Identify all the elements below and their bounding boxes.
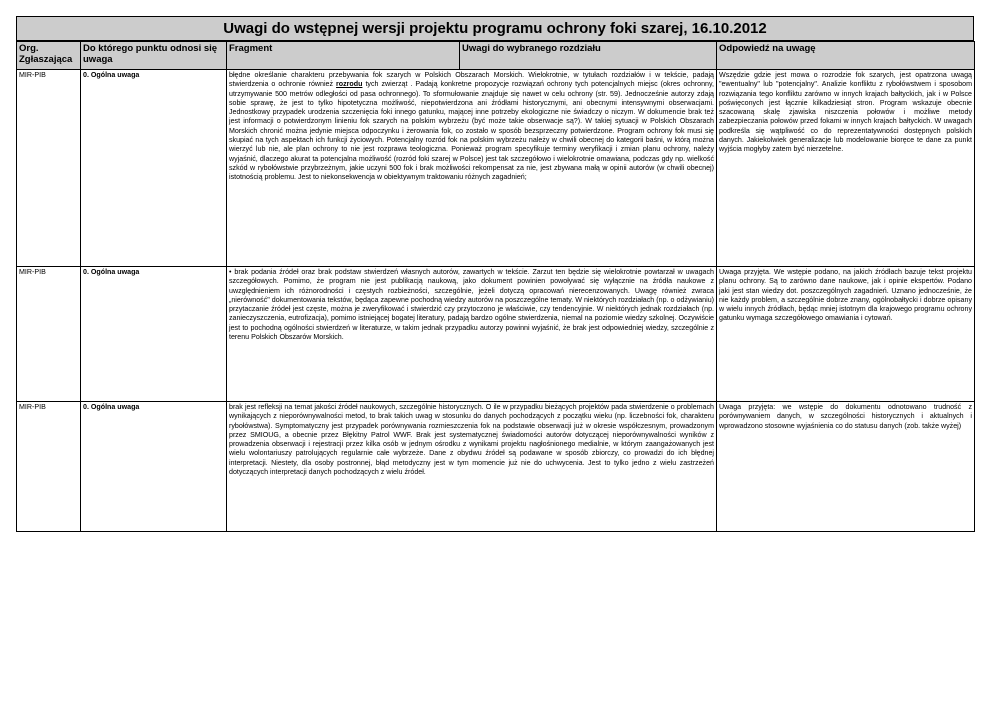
header-section-remarks: Uwagi do wybranego rozdziału <box>460 42 717 70</box>
fragment-cell <box>227 402 717 532</box>
header-point: Do którego punktu odnosi się uwaga <box>81 42 227 70</box>
org-cell: MIR-PIB <box>17 402 81 532</box>
fragment-text: błędne określanie charakteru przebywania fok szarych w Polskich Obszarach Morskich. Wielokrotnie, w tytułach rozdziałów i w tekście, padają stwierdzenia o ochronie również <box>229 71 714 89</box>
fragment-text-cont: tych zwierząt . Padają konkretne propozycje rozwiązań ochrony tych potencjalnych miejsc (okres ochronny, utrzymywanie 500 metrów odległości od pasa ochronnego). To sformułowanie znajduje się nawet w celu ochrony (str. 59). Jednocześnie autorzy zdają sobie sprawę, że jest to tylko hipotetyczna możliwość, niepotwierdzona ani źródłami historycznymi, ani obecnymi intensywnymi obserwacjami. Jednostkowy przypadek urodzenia szczenięcia foki innego gatunku, mającej inne potrzeby ekologiczne nie świadczy o niczym. W dokumencie brak też jest informacji o potwierdzonym linieniu fok szarych na polskim wybrzeżu (być może takie obserwacje są?). W takiej sytuacji w Polskich Obszarach Morskich chronić można jedynie miejsca odpoczynku i żerowania fok, co zostało w sposób bezsprzeczny potwierdzone. Program ochrony fok musi się skupiać na tych aspektach ich funkcji życiowych. Potencjalny rozród fok na polskim wybrzeżu należy w chwili obecnej do kategorii baśni, w którą można wierzyć lub nie, ale plan ochrony to nie jest rozprawa teologiczna. Ponieważ program specyfikuje terminy weryfikacji i zmian planu ochrony, należy wyjaśnić, dlaczego akurat ta potencjalna możliwość (rozród foki szarej w Polsce) jest tak szczegółowo i wielokrotnie omawiana, podczas gdy np. wielkość szkód w rybołówstwie przybrzeżnym, jakie uczyni 500 fok i brak możliwości rekompensat za nie, jest zbywana małą w opinii autorów (w chwili obecnej) istotnością problemu. Jest to niekonsekwencja w obiektywnym traktowaniu różnych zagadnień; <box>229 80 714 182</box>
fragment-cell <box>227 70 717 267</box>
table-row <box>17 70 975 267</box>
table-row <box>17 267 975 402</box>
org-cell: MIR-PIB <box>17 267 81 402</box>
fragment-text: brak jest refleksji na temat jakości źródeł naukowych, szczególnie historycznych. O ile w przypadku bieżących projektów pada stwierdzenie o problemach wynikających z nieporównywalności metod, to brak takich uwag w stosunku do danych pochodzących z początku wieku (np. liczebności fok, charakteru rybołówstwa). Symptomatyczny jest przypadek porównywania rozmieszczenia fok na podstawie obserwacji już w okresie współczesnym, prowadzonym przez SMIOUG, a obecnie przez Błękitny Patrol WWF. Brak jest systematycznej świadomości autorów dotyczącej nieporównywalności wyników z prowadzenia obserwacji i rejestracji przez kilka osób w jednym ośrodku z wynikami projektu nagłośnionego medialnie, w którym zaangażowanych jest wielu wolontariuszy patrolujących regularnie całe wybrzeże. Dane z obydwu źródeł są podawane w sposób zbiorczy, co prowadzi do ich błędnej interpretacji. Niestety, dla osoby postronnej, błąd metodyczny jest w tym momencie już nie do uchwycenia. Jest to tylko jedno z wielu zastrzeżeń dotyczących interpretacji danych pochodzących z wielu źródeł. <box>229 403 714 477</box>
header-fragment: Fragment <box>227 42 460 70</box>
header-row <box>17 42 975 70</box>
point-cell: 0. Ogólna uwaga <box>81 267 227 402</box>
org-cell: MIR-PIB <box>17 70 81 267</box>
table-row <box>17 402 975 532</box>
fragment-highlight: rozrodu <box>336 80 363 89</box>
page-title: Uwagi do wstępnej wersji projektu programu ochrony foki szarej, 16.10.2012 <box>16 16 974 41</box>
spreadsheet-sheet <box>16 16 974 532</box>
point-cell: 0. Ogólna uwaga <box>81 70 227 267</box>
response-cell: Uwaga przyjęta: we wstępie do dokumentu odnotowano trudność z porównywaniem danych, w szczególności historycznych i aktualnych i wprowadzono stosowne wyjaśnienia co do statusu danych (zob. także wyżej) <box>717 402 975 532</box>
header-response: Odpowiedź na uwagę <box>717 42 975 70</box>
point-cell: 0. Ogólna uwaga <box>81 402 227 532</box>
fragment-text: • brak podania źródeł oraz brak podstaw stwierdzeń własnych autorów, zawartych w tekście. Zarzut ten będzie się wielokrotnie powtarzał w uwagach szczegółowych. Pomimo, że program nie jest publikacją naukową, jako dokument powinien powoływać się wyłącznie na źródła naukowe z uwzględnieniem ich różnorodności i częstych rozbieżności, szczególnie, jeżeli dotyczą opracowań nierecenzowanych. Uwagę również zwraca „nierówność" dokumentowania tekstów, będąca zapewne pochodną wiedzy autorów na poszczególne tematy. W niektórych rozdziałach (np. o odżywianiu) przytaczanie źródeł jest częste, można je zweryfikować i stwierdzić czy przytoczono je właściwie, czy tendencyjnie. W niektórych jednak rozdziałach (np. zanieczyszczenia, eutrofizacja), pomimo istniejącej bogatej literatury, padają bardzo ogólne stwierdzenia, niemal na poziomie wiedzy szkolnej. Oczywiście jest to pochodną ogólności stwierdzeń w literaturze, w takim jednak przypadku autorzy powinni wyjaśnić, że brak jest odpowiedniej wiedzy, szczególnie z terenu Polskich Obszarów Morskich. <box>229 268 714 342</box>
response-cell: Uwaga przyjęta. We wstępie podano, na jakich źródłach bazuje tekst projektu planu ochrony. Są to zarówno dane naukowe, jak i opinie ekspertów. Podano jaki jest stan wiedzy dot. poszczególnych zagadnień. Uznano jednocześnie, że nie każdy problem, a szczególnie dobrze znany, ogólnobałtycki i dobrze opisany w wielu innych źródłach, będąc mniej istotnym dla krajowego programu ochrony gatunku wymaga szczegółowego omawiania i cytowań. <box>717 267 975 402</box>
header-org: Org. Zgłaszająca <box>17 42 81 70</box>
response-cell: Wszędzie gdzie jest mowa o rozrodzie fok szarych, jest opatrzona uwagą "ewentualny" lub "potencjalny". Analizie konfliktu z rybołówstwem i sposobom rozwiązania tego konfliktu zarówno w innych krajach bałtyckich, jak i w Polsce poświęconych jest łącznie kilkadziesiąt stron. Program wskazuje obecnie szacowaną skalę zjawiska niszczenia połowów i możliwe metody zabezpieczania połowów przed fokami w innych krajach bałtyckich. W uwagach podkreśla się wątpliwość co do reprezentatywności dostępnych polskich danych. Jakiekolwiek generalizacje lub modelowanie bioręce te dane za punkt wyjścia mogłyby zatem być nierzetelne. <box>717 70 975 267</box>
comments-table <box>16 41 975 532</box>
fragment-cell <box>227 267 717 402</box>
